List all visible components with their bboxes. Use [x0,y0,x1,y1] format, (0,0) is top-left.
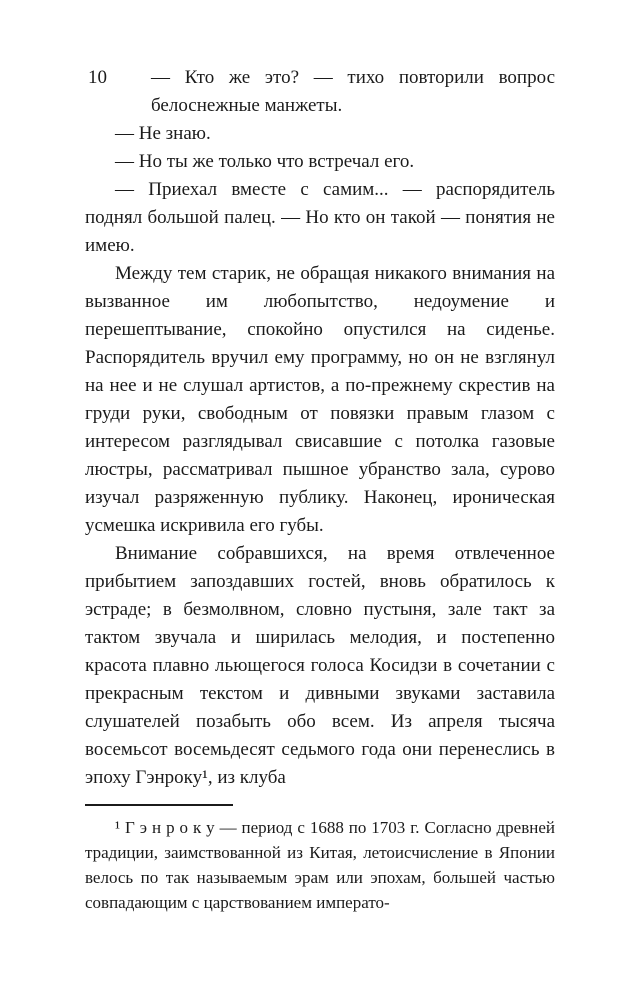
paragraph-dialog-3: — Но ты же только что встречал его. [115,151,415,172]
paragraph-dialog-2: — Не знаю. [115,123,211,144]
paragraph-body-1: Между тем старик, не обращая никакого внимания на вызванное им любопытство, недоумение и перешептывание, спокойно опустился на сиденье. Распорядитель вручил ему программу, но он не взглянул на нее и не слушал артистов, а по-прежнему скрестив на груди руки, свободным от повязки правым глазом с интересом разглядывал свисавшие с потолка газовые люстры, рассматривал пышное убранство зала, сурово изучал разряженную публику. Наконец, ироническая усмешка искривила его губы. [85,263,555,536]
page-number: 10 [88,67,107,88]
footnote-block [85,804,555,915]
footnote-text: ¹ Г э н р о к у — период с 1688 по 1703 г. Согласно древней традиции, заимствованной из Китая, летоисчисление в Японии велось по так называемым эрам или эпохам, большей частью совпадающим с царствованием императо- [85,818,555,912]
paragraph-dialog-4: — Приехал вместе с самим... — распорядитель поднял большой палец. — Но кто он такой — понятия не имею. [85,179,555,256]
footnote-separator [85,804,233,806]
paragraph-body-2: Внимание собравшихся, на время отвлеченное прибытием запоздавших гостей, вновь обратилось к эстраде; в безмолвном, словно пустыня, зале такт за тактом звучала и ширилась мелодия, и постепенно красота плавно льющегося голоса Косидзи в сочетании с прекрасным текстом и дивными звуками заставила слушателей позабыть обо всем. Из апреля тысяча восемьсот восемьдесят седьмого года они перенеслись в эпоху Гэнроку¹, из клуба [85,543,555,788]
text-block [85,64,555,915]
paragraph-dialog-1: — Кто же это? — тихо повторили вопрос белоснежные манжеты. [151,67,555,116]
